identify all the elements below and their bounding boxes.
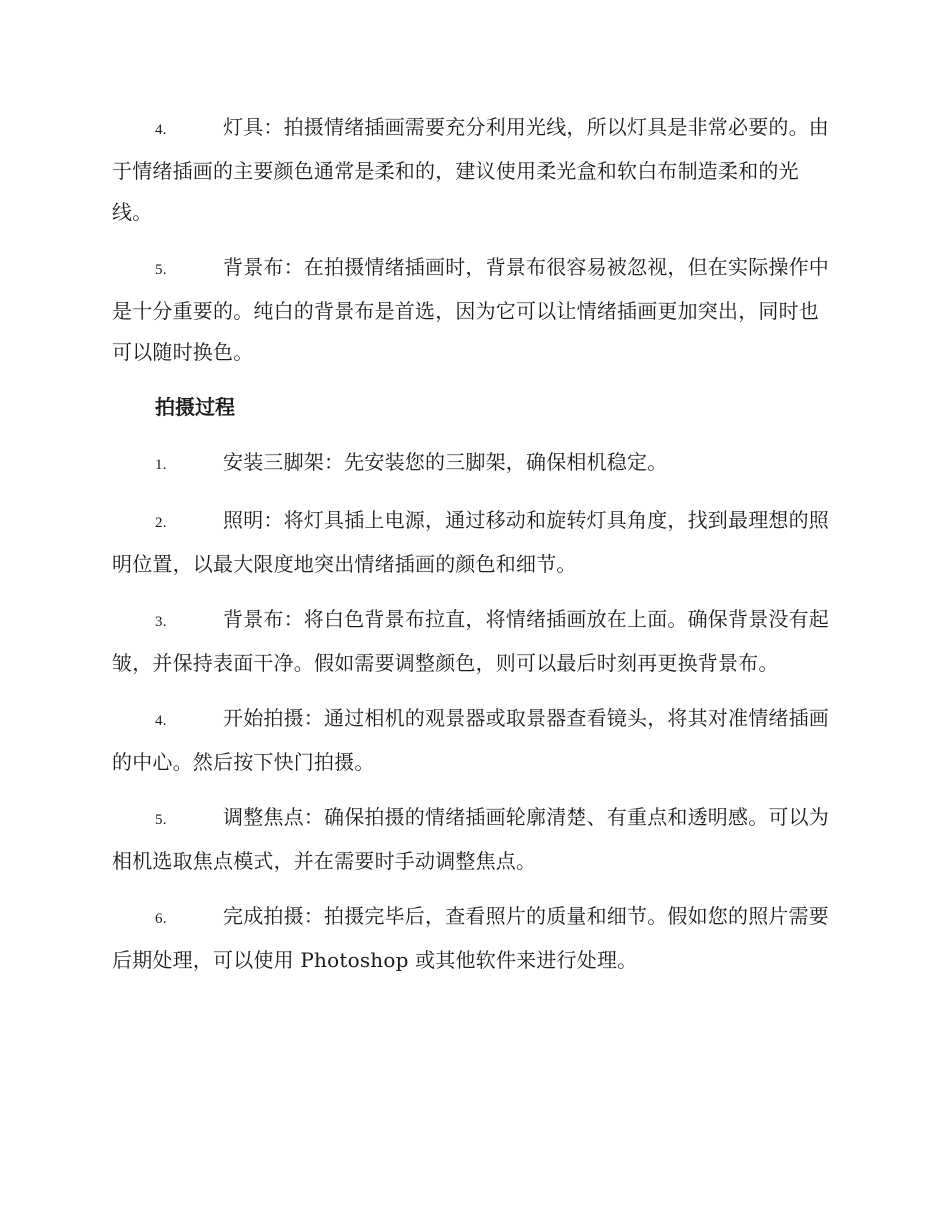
list-item-text: 调整焦点：确保拍摄的情绪插画轮廓清楚、有重点和透明感。可以为相机选取焦点模式，并在需要时手动调整焦点。 (112, 805, 829, 873)
list-item-equipment-backdrop (112, 247, 832, 373)
document-body (112, 107, 832, 995)
list-item-step-focus (112, 797, 832, 882)
list-item-equipment-lighting (112, 107, 832, 233)
list-number: 5. (155, 262, 167, 278)
list-number: 3. (155, 614, 167, 630)
list-item-step-lighting (112, 500, 832, 585)
list-item-step-tripod (112, 442, 832, 486)
list-number: 2. (155, 515, 167, 531)
list-item-text: 灯具：拍摄情绪插画需要充分利用光线，所以灯具是非常必要的。由于情绪插画的主要颜色通常是柔和的，建议使用柔光盒和软白布制造柔和的光线。 (112, 115, 829, 224)
section-heading-shooting-process: 拍摄过程 (155, 395, 235, 419)
list-item-step-start-shooting (112, 698, 832, 783)
list-item-step-finish (112, 896, 832, 981)
list-item-text: 照明：将灯具插上电源，通过移动和旋转灯具角度，找到最理想的照明位置，以最大限度地突出情绪插画的颜色和细节。 (112, 508, 829, 576)
list-item-text: 开始拍摄：通过相机的观景器或取景器查看镜头，将其对准情绪插画的中心。然后按下快门拍摄。 (112, 706, 829, 774)
list-item-step-backdrop (112, 599, 832, 684)
list-item-text: 背景布：将白色背景布拉直，将情绪插画放在上面。确保背景没有起皱，并保持表面干净。假如需要调整颜色，则可以最后时刻再更换背景布。 (112, 607, 829, 675)
list-number: 1. (155, 457, 167, 473)
list-number: 6. (155, 911, 167, 927)
list-item-text: 安装三脚架：先安装您的三脚架，确保相机稳定。 (223, 450, 668, 474)
list-item-text: 完成拍摄：拍摄完毕后，查看照片的质量和细节。假如您的照片需要后期处理，可以使用 Photoshop 或其他软件来进行处理。 (112, 904, 829, 972)
list-number: 5. (155, 812, 167, 828)
list-item-text: 背景布：在拍摄情绪插画时，背景布很容易被忽视，但在实际操作中是十分重要的。纯白的背景布是首选，因为它可以让情绪插画更加突出，同时也可以随时换色。 (112, 255, 829, 364)
list-number: 4. (155, 122, 167, 138)
list-number: 4. (155, 713, 167, 729)
